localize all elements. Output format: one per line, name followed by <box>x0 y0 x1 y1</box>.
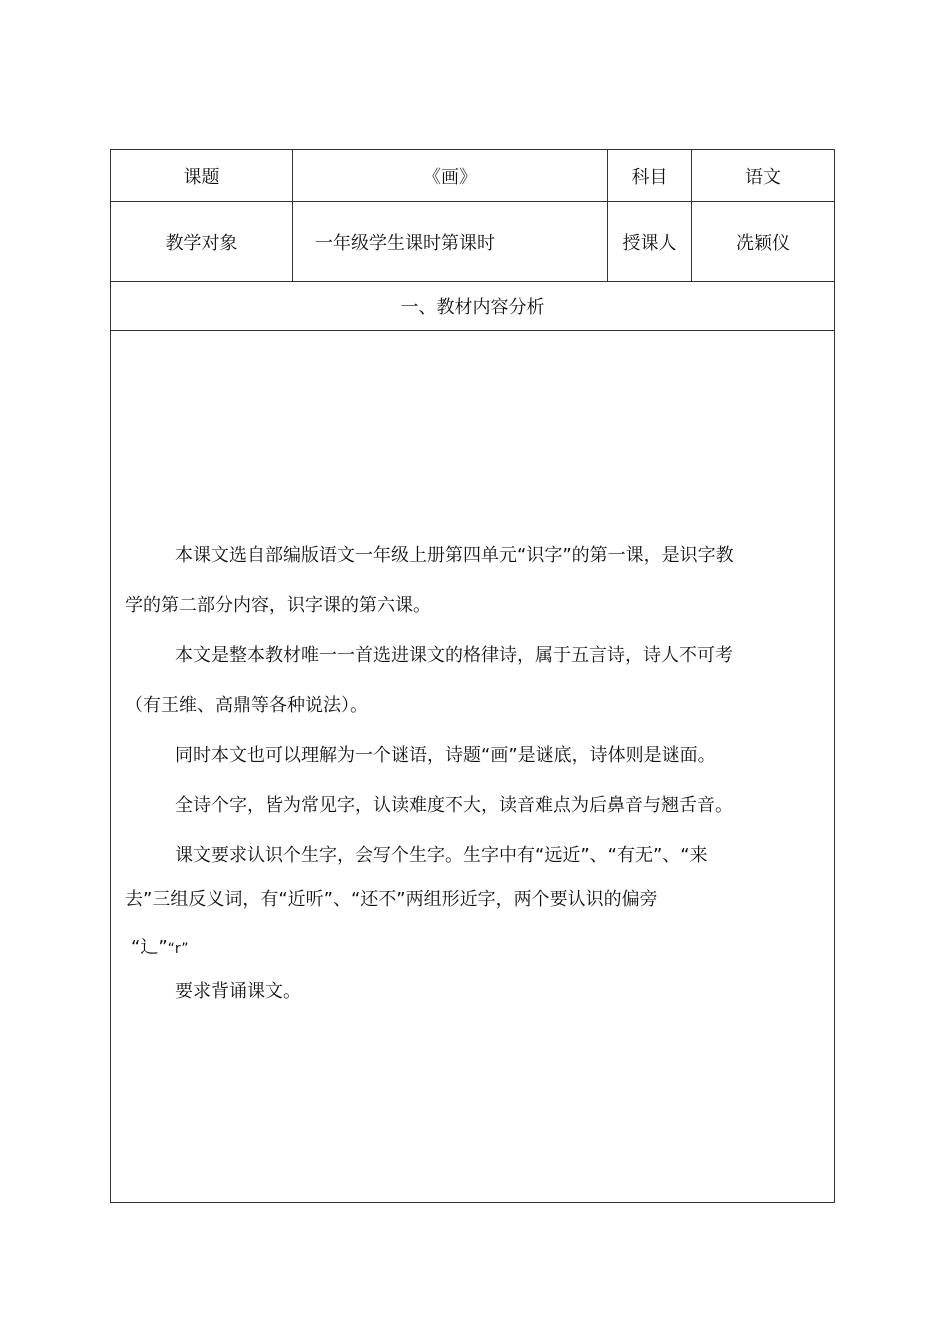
radical-1: “辶” <box>131 937 168 958</box>
paragraph-1-line-2: 学的第二部分内容，识字课的第六课。 <box>125 595 431 616</box>
subject-value: 语文 <box>745 166 781 188</box>
teacher-label: 授课人 <box>608 202 692 281</box>
paragraph-3: 同时本文也可以理解为一个谜语，诗题“画”是谜底，诗体则是谜面。 <box>175 745 716 766</box>
paragraph-6: 要求背诵课文。 <box>175 981 301 1002</box>
teacher-value: 冼颖仪 <box>736 232 790 254</box>
subject-label: 科目 <box>608 150 692 201</box>
audience-value: 一年级学生课时第课时 <box>293 202 608 281</box>
header-row-topic <box>111 150 834 202</box>
paragraph-2-line-1: 本文是整本教材唯一一首选进课文的格律诗，属于五言诗，诗人不可考 <box>175 645 733 666</box>
audience-label: 教学对象 <box>111 202 293 281</box>
topic-value: 《画》 <box>293 150 608 201</box>
paragraph-4: 全诗个字，皆为常见字，认读难度不大，读音难点为后鼻音与翘舌音。 <box>175 795 733 816</box>
section-title: 一、教材内容分析 <box>400 297 545 318</box>
paragraph-5-line-1: 课文要求认识个生字，会写个生字。生字中有“远近”、“有无”、“来 <box>175 845 708 866</box>
lesson-plan-table <box>110 149 835 1203</box>
radical-2: “r” <box>167 941 189 957</box>
radicals-line <box>131 933 189 959</box>
paragraph-5-line-2: 去”三组反义词，有“近听”、“还不”两组形近字，两个要认识的偏旁 <box>125 889 658 910</box>
section-title-row <box>111 282 834 331</box>
paragraph-2-line-2: （有王维、高鼎等各种说法）。 <box>125 695 368 716</box>
header-row-audience <box>111 202 834 282</box>
paragraph-1-line-1: 本课文选自部编版语文一年级上册第四单元“识字”的第一课，是识字教 <box>175 545 734 566</box>
analysis-content <box>111 331 834 1202</box>
topic-label: 课题 <box>111 150 293 201</box>
